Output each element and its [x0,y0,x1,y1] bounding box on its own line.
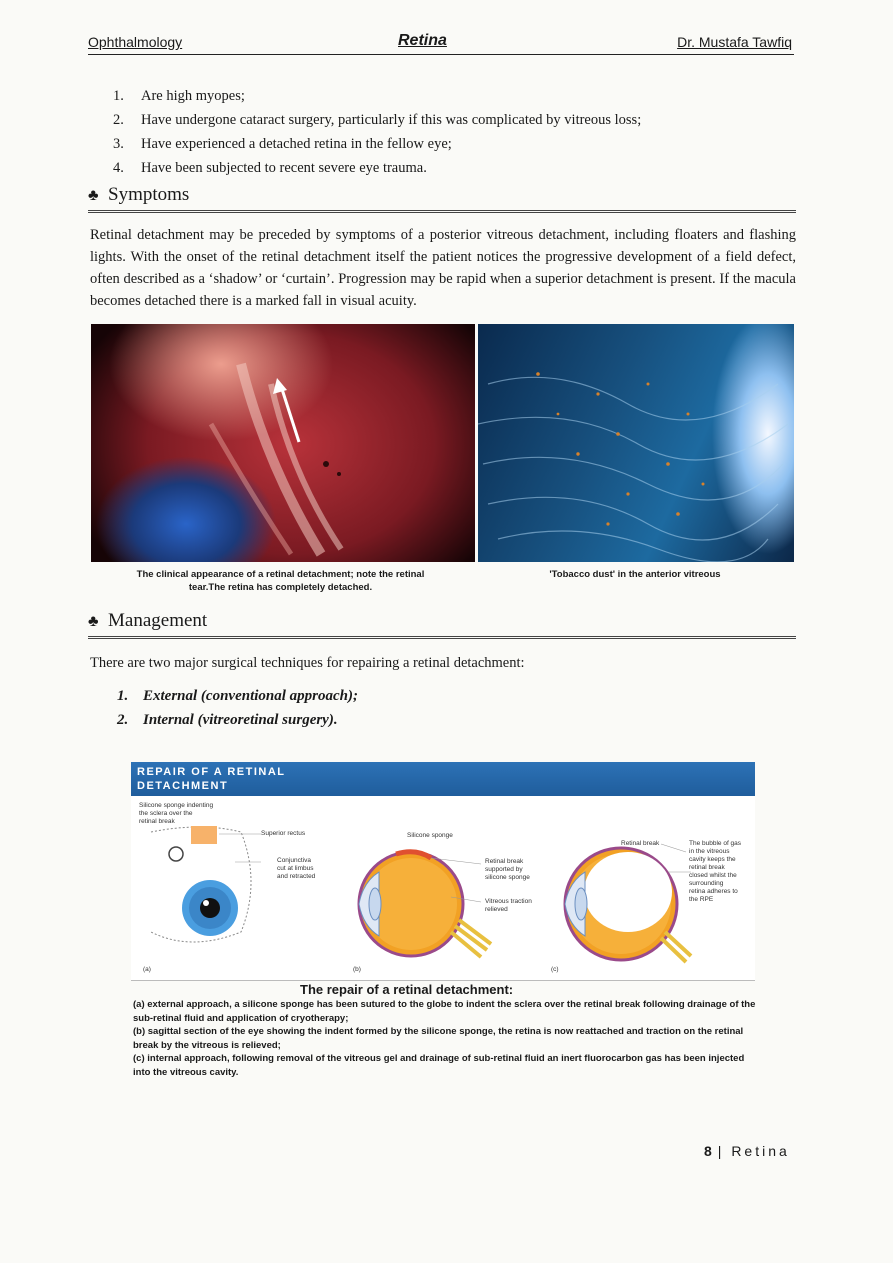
list-item: 4. Have been subjected to recent severe eye trauma. [113,160,427,176]
vitreous-traction-label: Vitreous traction relieved [485,898,532,913]
surgical-technique-list [117,686,358,734]
header-chapter: Retina [398,32,447,49]
figure-description: (a) external approach, a silicone sponge has been sutured to the globe to indent the sclera over the retinal break following drainage of the sub-retinal fluid and application of cryotherapy; (b) sagittal section of the eye showing the indent formed by the silicone sponge, the retina is now reattached and traction on the retinal break by the vitreous is relieved; (c) internal approach, following removal of the vitreous gel and drainage of sub-retinal fluid an inert fluorocarbon gas has been injected into the vitreous cavity. [133,999,756,1078]
page-footer [704,1143,790,1159]
panel-a-label: (a) [143,966,151,973]
list-item: 2. Have undergone cataract surgery, particularly if this was complicated by vitreous loss; [113,112,642,128]
symptoms-heading: ♣ Symptoms [88,184,796,213]
footer-label: | Retina [717,1143,790,1159]
superior-rectus-label: Superior rectus [261,830,306,837]
right-photo-caption: 'Tobacco dust' in the anterior vitreous [549,569,721,580]
header-author: Dr. Mustafa Tawfiq [677,34,792,50]
gas-bubble-label: The bubble of gas in the vitreous cavity keeps the retinal break closed whilst the surrounding retina adheres to the RPE [689,840,742,903]
risk-factor-list [113,86,641,182]
retinal-tear-illustration [91,324,475,562]
silicone-sponge-label: Silicone sponge [407,832,453,839]
page-number: 8 [704,1143,712,1159]
figure-title: The repair of a retinal detachment: [300,982,514,997]
sponge-note-label: Silicone sponge indenting the sclera over the retinal break [139,802,214,825]
retinal-break-label: Retinal break [621,840,660,847]
header-subject: Ophthalmology [88,34,183,50]
page-header [88,32,794,55]
list-item: 2. Internal (vitreoretinal surgery). [117,712,338,728]
figure-banner: REPAIR OF A RETINAL DETACHMENT [131,762,755,796]
tobacco-dust-photo [478,324,794,562]
panel-b-label: (b) [353,966,361,973]
repair-diagram [131,762,755,980]
retinal-detachment-photo [91,324,475,562]
conjunctiva-label: Conjunctiva cut at limbus and retracted [277,857,316,880]
left-photo-caption: The clinical appearance of a retinal detachment; note the retinal tear.The retina has completely detached. [136,569,425,593]
list-item: 3. Have experienced a detached retina in the fellow eye; [113,136,452,152]
club-icon: ♣ [88,187,99,204]
club-icon: ♣ [88,613,99,630]
list-item: 1. Are high myopes; [113,88,245,104]
retinal-break-supported-label: Retinal break supported by silicone sponge [485,858,530,881]
management-heading: ♣ Management [88,610,796,639]
symptoms-paragraph: Retinal detachment may be preceded by symptoms of a posterior vitreous detachment, including floaters and flashing lights. With the onset of the retinal detachment itself the patient notices the progressive development of a field defect, often described as a ‘shadow’ or ‘curtain’. Progression may be rapid when a superior detachment is present. If the macula becomes detached there is a marked fall in visual acuity. [90,227,796,309]
panel-c-label: (c) [551,966,559,973]
management-intro: There are two major surgical techniques for repairing a retinal detachment: [90,655,525,671]
vitreous-illustration [478,324,794,562]
list-item: 1. External (conventional approach); [117,688,359,704]
repair-figure [131,762,755,981]
